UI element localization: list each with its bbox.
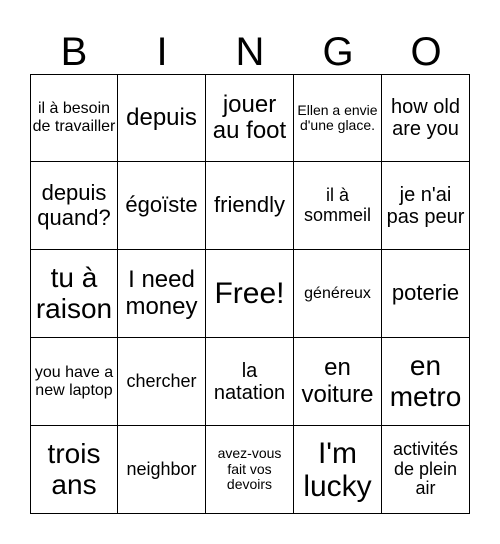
bingo-cell[interactable]: I'm lucky: [294, 426, 382, 514]
bingo-header: [30, 30, 470, 74]
bingo-cell[interactable]: depuis: [118, 74, 206, 162]
bingo-cell[interactable]: depuis quand?: [30, 162, 118, 250]
header-letter-n: N: [235, 30, 265, 74]
bingo-cell[interactable]: égoïste: [118, 162, 206, 250]
bingo-board: [30, 74, 470, 514]
bingo-cell[interactable]: jouer au foot: [206, 74, 294, 162]
bingo-cell[interactable]: chercher: [118, 338, 206, 426]
bingo-cell[interactable]: tu à raison: [30, 250, 118, 338]
free-space[interactable]: Free!: [206, 250, 294, 338]
bingo-cell[interactable]: you have a new laptop: [30, 338, 118, 426]
bingo-cell[interactable]: je n'ai pas peur: [382, 162, 470, 250]
header-letter-o: O: [410, 30, 442, 74]
bingo-cell[interactable]: en voiture: [294, 338, 382, 426]
bingo-cell[interactable]: il à besoin de travailler: [30, 74, 118, 162]
bingo-cell[interactable]: en metro: [382, 338, 470, 426]
bingo-cell[interactable]: how old are you: [382, 74, 470, 162]
bingo-cell[interactable]: Ellen a envie d'une glace.: [294, 74, 382, 162]
bingo-cell[interactable]: poterie: [382, 250, 470, 338]
bingo-cell[interactable]: la natation: [206, 338, 294, 426]
header-letter-i: I: [156, 30, 168, 74]
bingo-cell[interactable]: trois ans: [30, 426, 118, 514]
bingo-cell[interactable]: généreux: [294, 250, 382, 338]
bingo-cell[interactable]: il à sommeil: [294, 162, 382, 250]
header-letter-b: B: [60, 30, 88, 74]
header-letter-g: G: [322, 30, 354, 74]
bingo-cell[interactable]: neighbor: [118, 426, 206, 514]
bingo-cell[interactable]: activités de plein air: [382, 426, 470, 514]
bingo-cell[interactable]: friendly: [206, 162, 294, 250]
bingo-cell[interactable]: avez-vous fait vos devoirs: [206, 426, 294, 514]
bingo-cell[interactable]: I need money: [118, 250, 206, 338]
